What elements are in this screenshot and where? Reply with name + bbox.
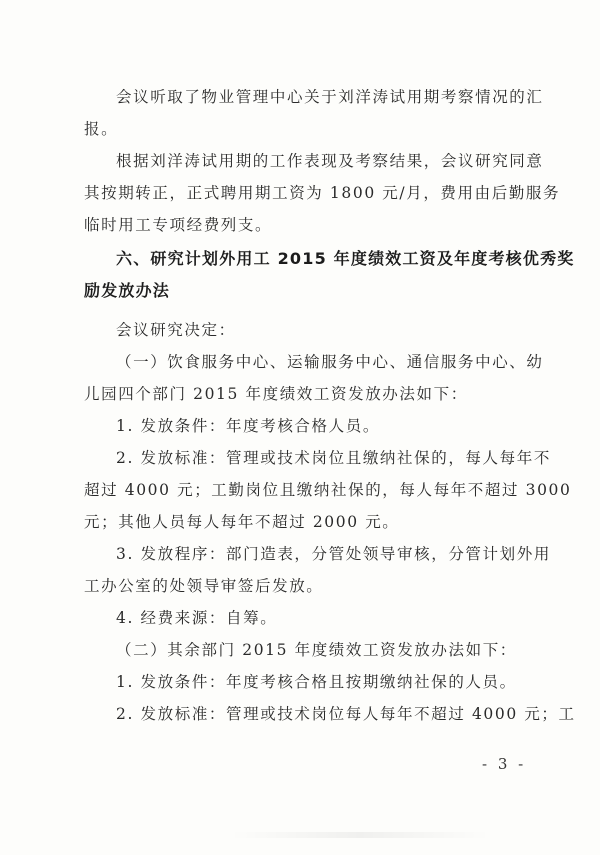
- page-number: - 3 -: [482, 755, 527, 773]
- part-2-item-1: 1. 发放条件：年度考核合格且按期缴纳社保的人员。: [116, 673, 517, 691]
- section-6-heading-line-1: 六、研究计划外用工 2015 年度绩效工资及年度考核优秀奖: [116, 249, 575, 268]
- paragraph-1-line-2: 报。: [84, 120, 119, 138]
- part-1-item-1: 1. 发放条件：年度考核合格人员。: [116, 417, 380, 435]
- paragraph-1-line-1: 会议听取了物业管理中心关于刘洋涛试用期考察情况的汇: [116, 88, 544, 106]
- part-2-line-1: （二）其余部门 2015 年度绩效工资发放办法如下：: [116, 641, 517, 659]
- part-1-item-3-line-1: 3. 发放程序：部门造表，分管处领导审核，分管计划外用: [116, 545, 551, 563]
- part-1-item-2-line-2: 超过 4000 元；工勤岗位且缴纳社保的，每人每年不超过 3000: [84, 481, 572, 499]
- part-1-item-2-line-1: 2. 发放标准：管理或技术岗位且缴纳社保的，每人每年不: [116, 449, 551, 467]
- paragraph-2-line-1: 根据刘洋涛试用期的工作表现及考察结果，会议研究同意: [116, 152, 544, 170]
- paragraph-2-line-3: 临时用工专项经费列支。: [84, 216, 273, 234]
- part-1-line-2: 儿园四个部门 2015 年度绩效工资发放办法如下：: [84, 385, 468, 403]
- part-1-item-4: 4. 经费来源：自筹。: [116, 609, 278, 627]
- scan-shadow: [230, 832, 490, 838]
- part-1-line-1: （一）饮食服务中心、运输服务中心、通信服务中心、幼: [116, 353, 544, 371]
- part-1-item-3-line-2: 工办公室的处领导审签后发放。: [84, 577, 324, 595]
- paragraph-2-line-2: 其按期转正，正式聘用期工资为 1800 元/月，费用由后勤服务: [84, 184, 561, 202]
- part-1-item-2-line-3: 元；其他人员每人每年不超过 2000 元。: [84, 513, 400, 531]
- part-2-item-2: 2. 发放标准：管理或技术岗位每人每年不超过 4000 元；工: [116, 705, 576, 723]
- section-6-heading-line-2: 励发放办法: [84, 281, 171, 300]
- decision-intro: 会议研究决定：: [116, 321, 236, 339]
